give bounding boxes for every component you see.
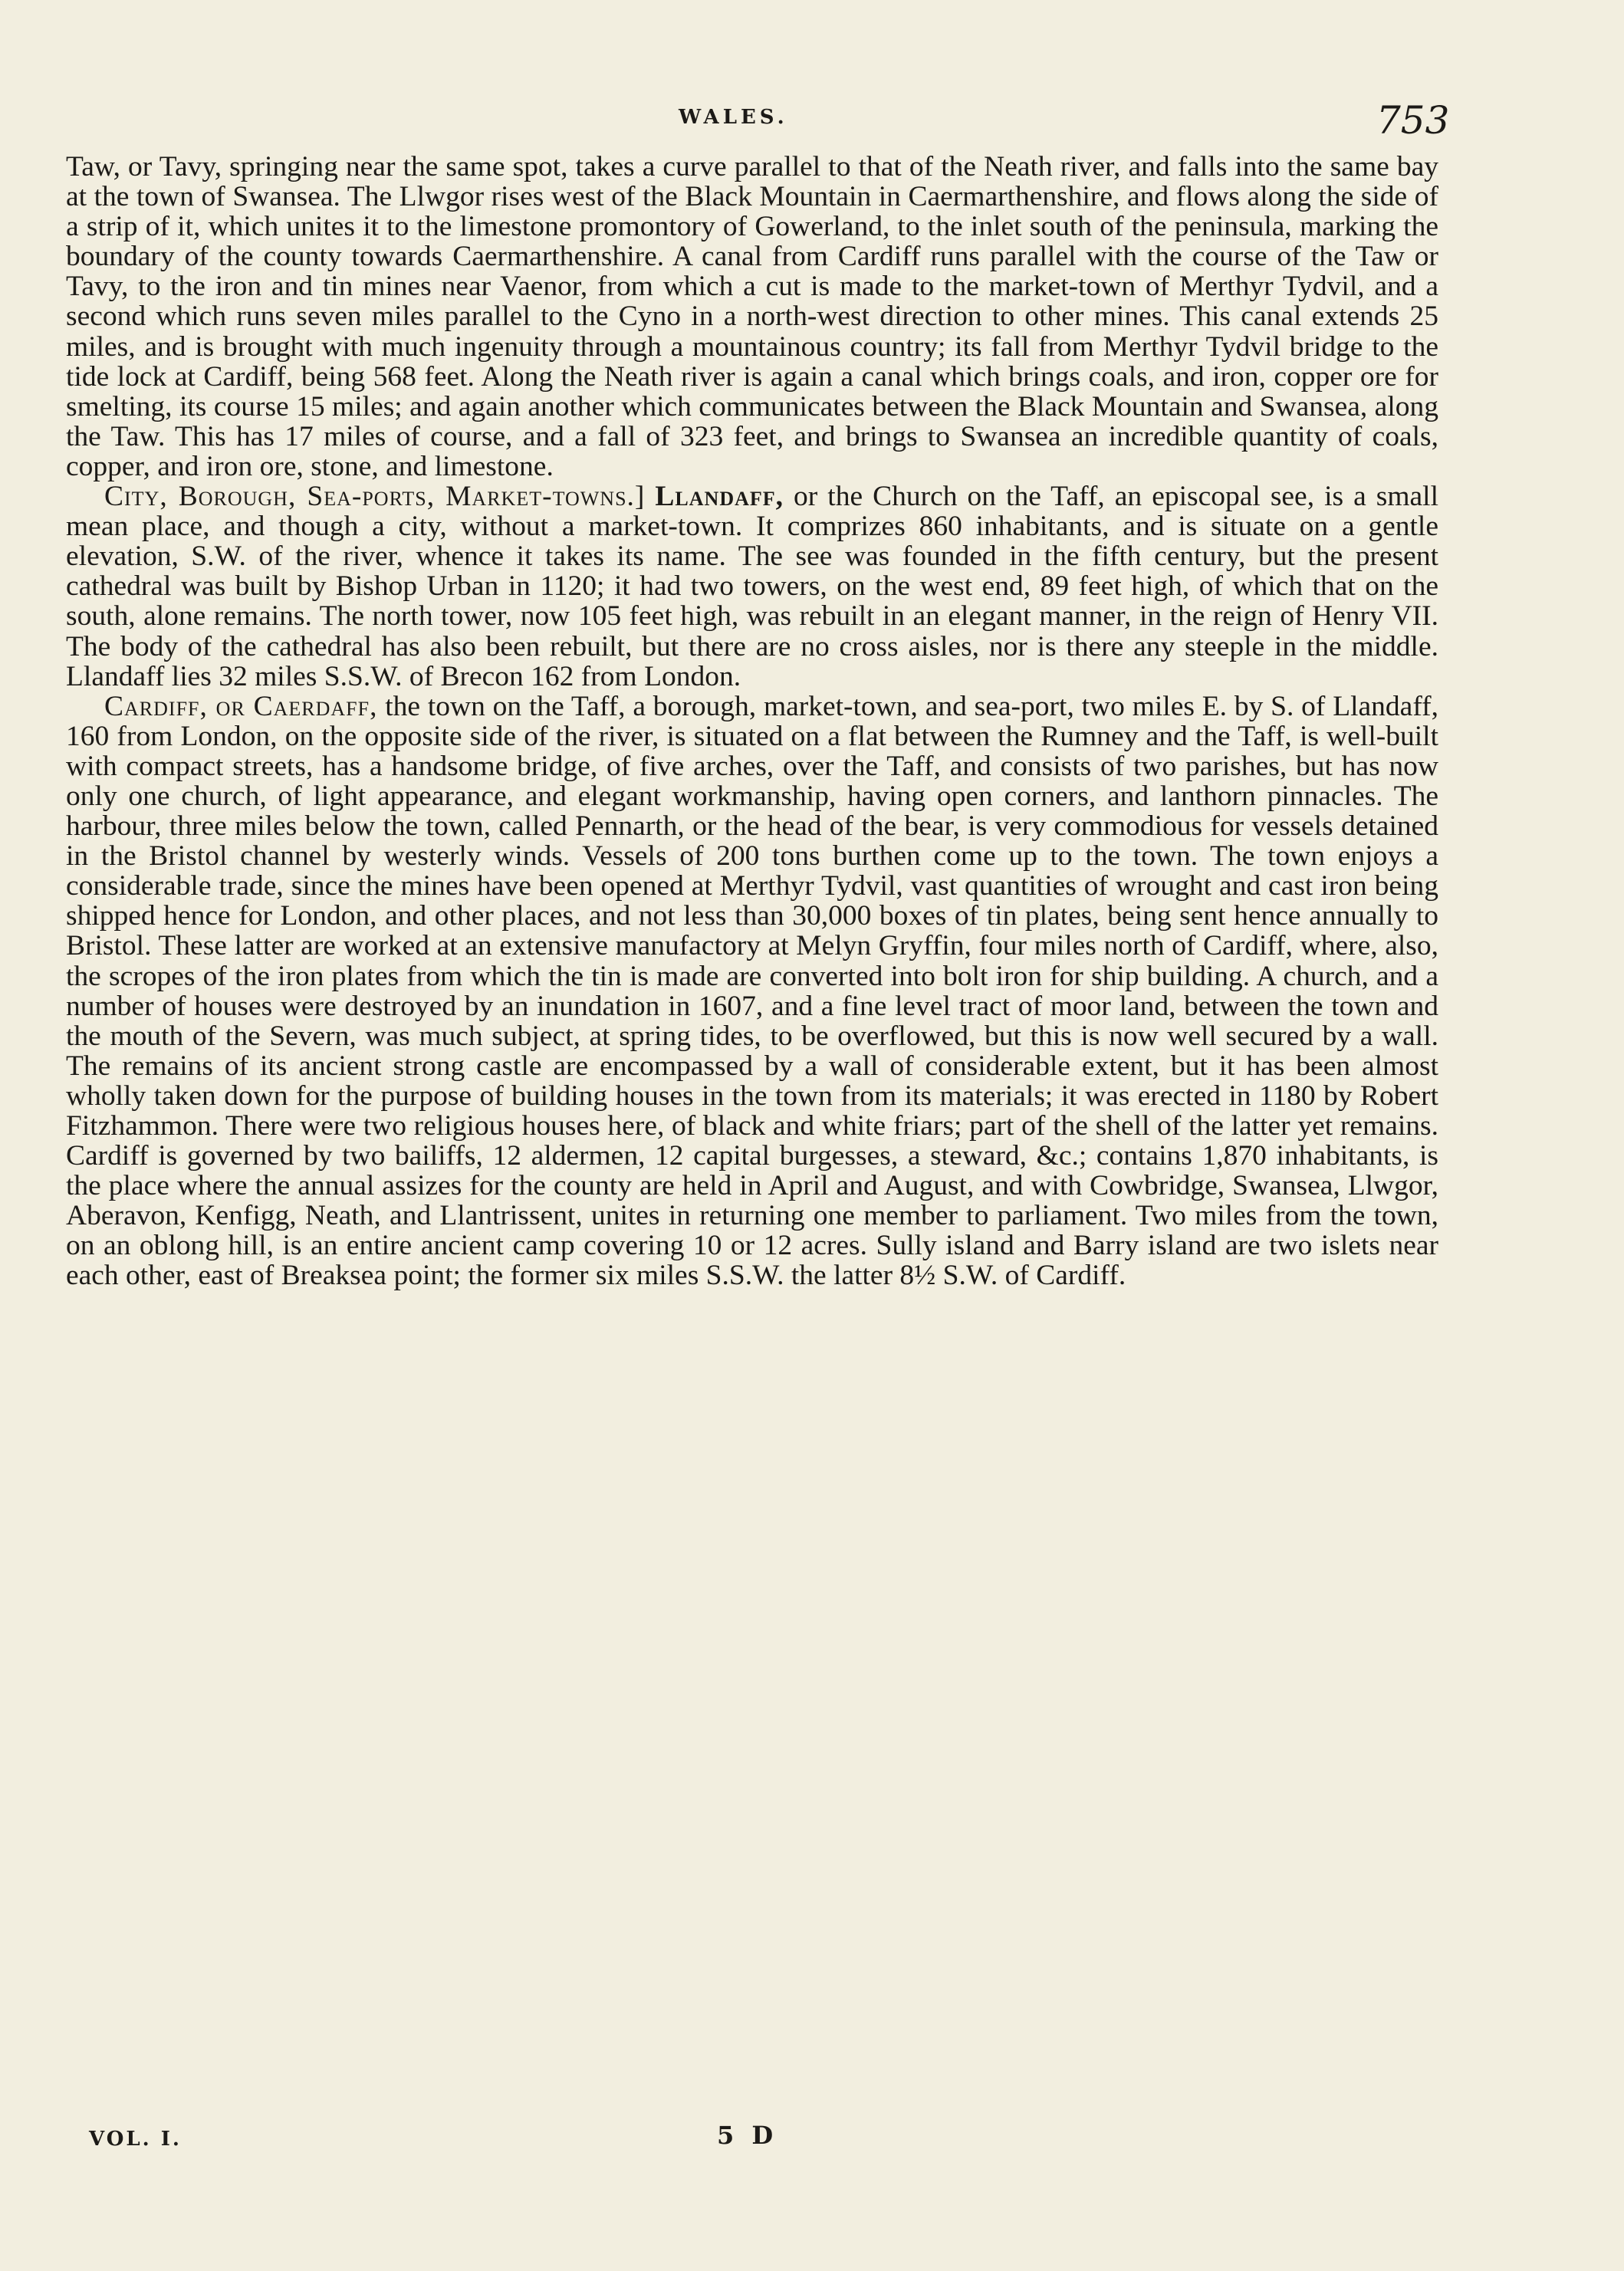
paragraph-cardiff — [66, 692, 1438, 1291]
paragraph-llandaff — [66, 481, 1438, 692]
place-name-llandaff: Llandaff, — [655, 481, 784, 513]
volume-label: VOL. I. — [89, 2128, 182, 2151]
body-text — [66, 152, 1438, 1291]
place-name-cardiff: Cardiff, or Caerdaff, — [104, 690, 378, 722]
cardiff-text: the town on the Taff, a borough, market-town, and sea-port, two miles E. by S. of Llandaff, 160 from London, on the opposite side of the river, is situated on a flat between the Rumney and the Taff, is well-built with compact streets, has a handsome bridge, of five arches, over the Taff, and consists of two parishes, but has now only one church, of light appearance, and elegant workmanship, having open corners, and lanthorn pinnacles. The harbour, three miles below the town, called Pennarth, or the head of the bear, is very commodious for vessels detained in the Bristol channel by westerly winds. Vessels of 200 tons burthen come up to the town. The town enjoys a considerable trade, since the mines have been opened at Merthyr Tydvil, vast quantities of wrought and cast iron being shipped hence for London, and other places, and not less than 30,000 boxes of tin plates, being sent hence annually to Bristol. These latter are worked at an extensive manufactory at Melyn Gryffin, four miles north of Cardiff, where, also, the scropes of the iron plates from which the tin is made are converted into bolt iron for ship building. A church, and a number of houses were destroyed by an inundation in 1607, and a fine level tract of moor land, between the town and the mouth of the Severn, was much subject, at spring tides, to be overflowed, but this is now well secured by a wall. The remains of its ancient strong castle are encompassed by a wall of considerable extent, but it has been almost wholly taken down for the purpose of building houses in the town from its materials; it was erected in 1180 by Robert Fitzhammon. There were two religious houses here, of black and white friars; part of the shell of the latter yet remains. Cardiff is governed by two bailiffs, 12 aldermen, 12 capital burgesses, a steward, &c.; contains 1,870 inhabitants, is the place where the annual assizes for the county are held in April and August, and with Cowbridge, Swansea, Llwgor, Aberavon, Kenfigg, Neath, and Llantrissent, unites in returning one member to parliament. Two miles from the town, on an oblong hill, is an entire ancient camp covering 10 or 12 acres. Sully island and Barry island are two islets near each other, east of Breaksea point; the former six miles S.S.W. the latter 8½ S.W. of Cardiff. — [66, 690, 1438, 1292]
section-heading: City, Borough, Sea-ports, Market-towns.] — [104, 481, 646, 513]
running-title: WALES. — [679, 106, 788, 129]
signature-mark: 5 D — [717, 2121, 778, 2150]
page-number: 753 — [1376, 98, 1450, 143]
llandaff-text: or the Church on the Taff, an episcopal see, is a small mean place, and though a city, without a market-town. It comprizes 860 inhabitants, and is situate on a gentle elevation, S.W. of the river, whence it takes its name. The see was founded in the fifth century, but the present cathedral was built by Bishop Urban in 1120; it had two towers, on the west end, 89 feet high, of which that on the south, alone remains. The north tower, now 105 feet high, was rebuilt in an elegant manner, in the reign of Henry VII. The body of the cathedral has also been rebuilt, but there are no cross aisles, nor is there any steeple in the middle. Llandaff lies 32 miles S.S.W. of Brecon 162 from London. — [66, 481, 1438, 692]
paragraph-rivers-canals: Taw, or Tavy, springing near the same spot, takes a curve parallel to that of the Neath river, and falls into the same bay at the town of Swansea. The Llwgor rises west of the Black Mountain in Caermarthenshire, and flows along the side of a strip of it, which unites it to the limestone promontory of Gowerland, to the inlet south of the peninsula, marking the boundary of the county towards Caermarthenshire. A canal from Cardiff runs parallel with the course of the Taw or Tavy, to the iron and tin mines near Vaenor, from which a cut is made to the market-town of Merthyr Tydvil, and a second which runs seven miles parallel to the Cyno in a north-west direction to other mines. This canal extends 25 miles, and is brought with much ingenuity through a mountainous country; its fall from Merthyr Tydvil bridge to the tide lock at Cardiff, being 568 feet. Along the Neath river is again a canal which brings coals, and iron, copper ore for smelting, its course 15 miles; and again another which communicates between the Black Mountain and Swansea, along the Taw. This has 17 miles of course, and a fall of 323 feet, and brings to Swansea an incredible quantity of coals, copper, and iron ore, stone, and limestone. — [66, 151, 1438, 482]
